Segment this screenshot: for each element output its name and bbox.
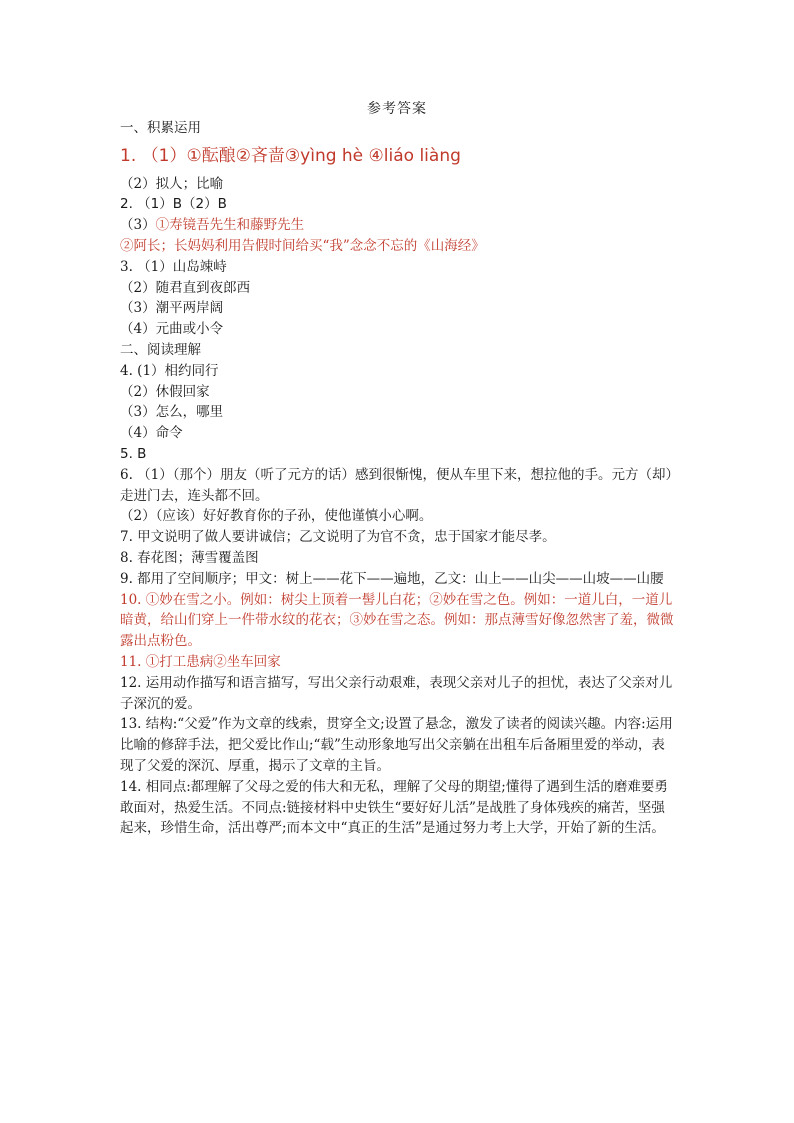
answer-q3-part1: 3. （1）山岛竦峙 <box>120 258 227 275</box>
section-heading-2: 二、阅读理解 <box>120 341 201 358</box>
answer-q1-part2: （2）拟人；比喻 <box>120 175 224 192</box>
answer-q9: 9. 都用了空间顺序；甲文：树上——花下——遍地，乙文：山上——山尖——山坡——山腰 <box>120 570 664 587</box>
answer-q4-part1: 4. (1）相约同行 <box>120 362 219 379</box>
section-heading-1: 一、积累运用 <box>120 120 201 136</box>
answer-q6-part2: （2）（应该）好好教育你的子孙，使他谨慎小心啊。 <box>120 508 433 525</box>
answer-q4-part2: （2）休假回家 <box>120 383 210 400</box>
answer-q3-part3: （3）潮平两岸阔 <box>120 300 224 317</box>
answer-q4-part4: （4）命令 <box>120 425 183 442</box>
answer-content <box>120 118 676 839</box>
answer-q4-part3: （3）怎么，哪里 <box>120 404 224 421</box>
answer-q14: 14. 相同点:都理解了父母之爱的伟大和无私，理解了父母的期望;懂得了遇到生活的磨难要勇敢面对，热爱生活。不同点:链接材料中史铁生“要好好儿活”是战胜了身体残疾的痛苦，坚强起来，珍惜生命，活出尊严;而本文中“真正的生活”是通过努力考上大学，开始了新的生活。 <box>120 778 668 837</box>
answer-q12: 12. 运用动作描写和语言描写，写出父亲行动艰难，表现父亲对儿子的担忧，表达了父亲对儿子深沉的爱。 <box>120 674 673 712</box>
answer-q5: 5. B <box>120 445 147 462</box>
answer-q3-part4: （4）元曲或小令 <box>120 321 224 338</box>
answer-q2-part2 <box>120 215 676 236</box>
answer-q10: 10. ①妙在雪之小。例如：树尖上顶着一髻儿白花；②妙在雪之色。例如：一道儿白，一道儿暗黄，给山们穿上一件带水纹的花衣；③妙在雪之态。例如：那点薄雪好像忽然害了羞，微微露出点粉色。 <box>120 591 674 650</box>
answer-q8: 8. 春花图；薄雪覆盖图 <box>120 549 259 566</box>
answer-q2-part2-label: （3） <box>120 217 156 234</box>
page-title: 参考答案 <box>367 101 427 117</box>
answer-q6-part1: 6. （1）（那个）朋友（听了元方的话）感到很惭愧，便从车里下来，想拉他的手。元方（却）走进门去，连头都不回。 <box>120 466 673 504</box>
answer-q2-part1: 2. （1）B（2）B <box>120 196 227 213</box>
answer-q2-part2-text: ①寿镜吾先生和藤野先生 <box>155 217 305 234</box>
answer-q1-part1: 1. （1）①酝酿②吝啬③yìng hè ④liáo liàng <box>120 145 461 166</box>
answer-q11: 11. ①打工患病②坐车回家 <box>120 653 281 670</box>
answer-q13: 13. 结构:“父爱”作为文章的线索，贯穿全文;设置了悬念，激发了读者的阅读兴趣。内容:运用比喻的修辞手法，把父爱比作山;“载”生动形象地写出父亲躺在出租车后备厢里爱的举动，表现了父爱的深沉、厚重，揭示了文章的主旨。 <box>120 716 673 774</box>
answer-q7: 7. 甲文说明了做人要讲诚信；乙文说明了为官不贪，忠于国家才能尽孝。 <box>120 529 556 546</box>
answer-q2-part3: ②阿长；长妈妈利用告假时间给买“我”念念不忘的《山海经》 <box>120 237 485 254</box>
answer-q3-part2: （2）随君直到夜郎西 <box>120 279 251 296</box>
